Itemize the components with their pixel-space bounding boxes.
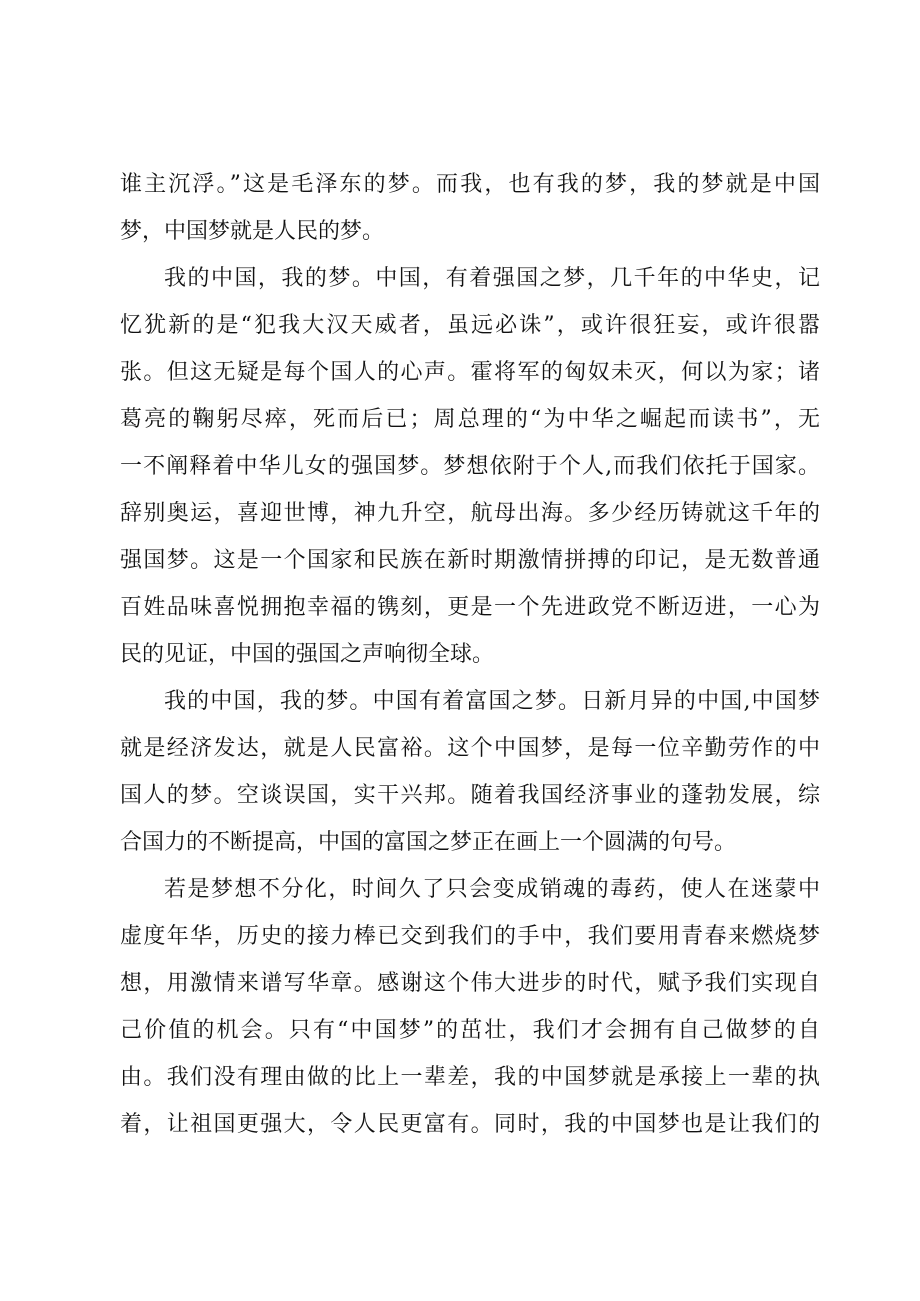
text-line: 忆犹新的是“犯我大汉天威者，虽远必诛”，或许很狂妄，或许很嚣 xyxy=(120,313,820,338)
text-line: 若是梦想不分化，时间久了只会变成销魂的毒药，使人在迷蒙中 xyxy=(164,877,820,902)
text-line: 着，让祖国更强大，令人民更富有。同时，我的中国梦也是让我们的 xyxy=(120,1112,820,1137)
text-line: 国人的梦。空谈误国，实干兴邦。随着我国经济事业的蓬勃发展，综 xyxy=(120,783,820,808)
paragraph xyxy=(120,866,820,1148)
text-line: 葛亮的鞠躬尽瘁，死而后已；周总理的“为中华之崛起而读书”，无 xyxy=(120,407,820,432)
text-line: 由。我们没有理由做的比上一辈差，我的中国梦就是承接上一辈的执 xyxy=(120,1065,820,1090)
paragraph xyxy=(120,678,820,866)
text-line: 梦，中国梦就是人民的梦。 xyxy=(120,219,385,244)
text-line: 我的中国，我的梦。中国有着富国之梦。日新月异的中国,中国梦 xyxy=(164,689,820,714)
paragraph xyxy=(120,255,820,678)
text-line: 虚度年华，历史的接力棒已交到我们的手中，我们要用青春来燃烧梦 xyxy=(120,924,820,949)
text-line: 张。但这无疑是每个国人的心声。霍将军的匈奴未灭，何以为家；诸 xyxy=(120,360,820,385)
text-line: 强国梦。这是一个国家和民族在新时期激情拼搏的印记，是无数普通 xyxy=(120,548,820,573)
text-line: 民的见证，中国的强国之声响彻全球。 xyxy=(120,642,495,667)
text-line: 一不阐释着中华儿女的强国梦。梦想依附于个人,而我们依托于国家。 xyxy=(120,454,820,479)
text-line: 谁主沉浮。”这是毛泽东的梦。而我，也有我的梦，我的梦就是中国 xyxy=(120,172,820,197)
paragraph xyxy=(120,161,820,255)
document-body xyxy=(120,161,820,1148)
text-line: 己价值的机会。只有“中国梦”的茁壮，我们才会拥有自己做梦的自 xyxy=(120,1018,820,1043)
text-line: 辞别奥运，喜迎世博，神九升空，航母出海。多少经历铸就这千年的 xyxy=(120,501,820,526)
text-line: 百姓品味喜悦拥抱幸福的镌刻，更是一个先进政党不断迈进，一心为 xyxy=(120,595,820,620)
text-line: 合国力的不断提高，中国的富国之梦正在画上一个圆满的句号。 xyxy=(120,830,737,855)
text-line: 就是经济发达，就是人民富裕。这个中国梦，是每一位辛勤劳作的中 xyxy=(120,736,820,761)
text-line: 想，用激情来谱写华章。感谢这个伟大进步的时代，赋予我们实现自 xyxy=(120,971,820,996)
text-line: 我的中国，我的梦。中国，有着强国之梦，几千年的中华史，记 xyxy=(164,266,820,291)
